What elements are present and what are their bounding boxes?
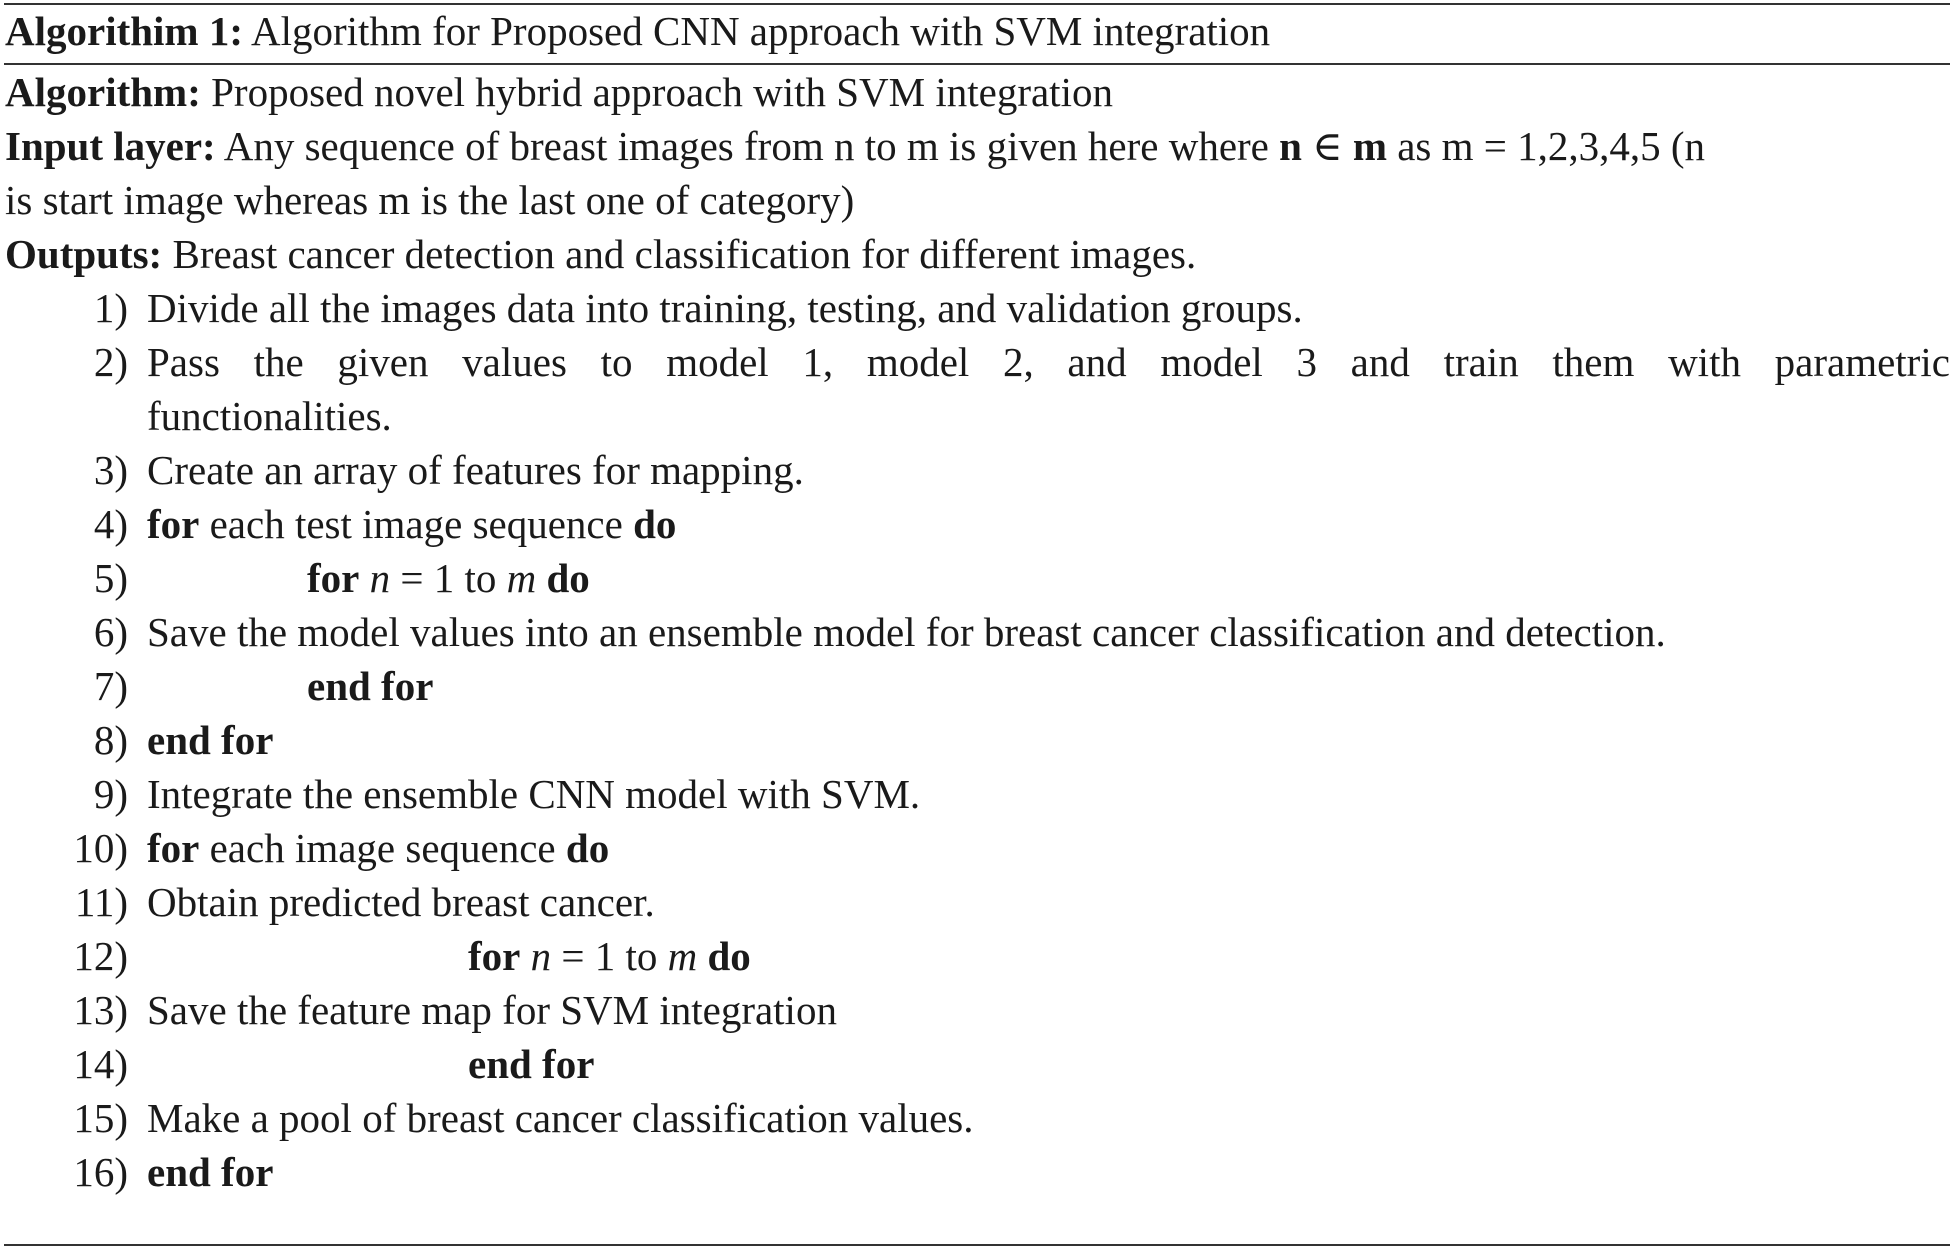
word: given bbox=[337, 339, 429, 385]
outputs-text: Breast cancer detection and classification for different images. bbox=[172, 231, 1197, 277]
keyword-end-for: end for bbox=[307, 663, 434, 709]
word: model bbox=[1160, 339, 1263, 385]
step-number: 8) bbox=[93, 717, 128, 763]
step-text: Save the feature map for SVM integration bbox=[147, 987, 837, 1033]
step-text: Divide all the images data into training, testing, and validation groups. bbox=[147, 285, 1303, 331]
step-text bbox=[307, 551, 590, 605]
input-text-a: Any sequence of breast images from n to m is given here where bbox=[223, 123, 1269, 169]
algorithm-text: Proposed novel hybrid approach with SVM integration bbox=[211, 69, 1113, 115]
step-number: 6) bbox=[93, 609, 128, 655]
keyword-end-for: end for bbox=[147, 717, 274, 763]
word: the bbox=[253, 339, 304, 385]
input-text-b: as m = 1,2,3,4,5 (n bbox=[1397, 123, 1706, 169]
word: and bbox=[1067, 339, 1127, 385]
keyword-do: do bbox=[707, 933, 751, 979]
step-number: 12) bbox=[73, 933, 128, 979]
step-text bbox=[468, 929, 751, 983]
word: train bbox=[1443, 339, 1519, 385]
step-number: 13) bbox=[73, 987, 128, 1033]
keyword-do: do bbox=[546, 555, 590, 601]
step-number: 10) bbox=[73, 825, 128, 871]
input-line bbox=[5, 119, 1705, 173]
keyword-do: do bbox=[633, 501, 677, 547]
word: and bbox=[1350, 339, 1410, 385]
variable-m: m bbox=[506, 555, 537, 601]
loop-text: each test image sequence bbox=[209, 501, 623, 547]
step-number: 15) bbox=[73, 1095, 128, 1141]
step-number: 2) bbox=[93, 339, 128, 385]
algorithm-label: Algorithm: bbox=[5, 69, 201, 115]
input-n: n bbox=[1279, 123, 1302, 169]
word: parametric bbox=[1774, 339, 1950, 385]
caption-label: Algorithim 1: bbox=[5, 8, 243, 54]
algorithm-line bbox=[5, 65, 1113, 119]
step-number: 1) bbox=[93, 285, 128, 331]
step-number: 7) bbox=[93, 663, 128, 709]
bottom-rule bbox=[4, 1244, 1950, 1246]
keyword-do: do bbox=[565, 825, 610, 871]
step-text-justified bbox=[147, 335, 1950, 389]
algorithm-caption bbox=[5, 4, 1270, 58]
outputs-label: Outputs: bbox=[5, 231, 163, 277]
step-text: Obtain predicted breast cancer. bbox=[147, 879, 655, 925]
word: values bbox=[462, 339, 567, 385]
word: with bbox=[1668, 339, 1741, 385]
loop-text: each image sequence bbox=[209, 825, 556, 871]
step-text: Make a pool of breast cancer classification values. bbox=[147, 1095, 974, 1141]
step-text: Integrate the ensemble CNN model with SVM. bbox=[147, 771, 921, 817]
loop-range: = 1 to bbox=[561, 933, 658, 979]
input-line-continued bbox=[5, 173, 854, 227]
keyword-end-for: end for bbox=[468, 1041, 595, 1087]
variable-m: m bbox=[667, 933, 698, 979]
variable-n: n bbox=[530, 933, 552, 979]
input-m: m bbox=[1352, 123, 1387, 169]
word: 3 bbox=[1296, 339, 1317, 385]
keyword-for: for bbox=[147, 825, 200, 871]
word: 2, bbox=[1002, 339, 1034, 385]
input-text-c: is start image whereas m is the last one of category) bbox=[5, 177, 855, 223]
word: them bbox=[1552, 339, 1635, 385]
caption-title: Algorithm for Proposed CNN approach with SVM integration bbox=[251, 8, 1271, 54]
step-text: Save the model values into an ensemble model for breast cancer classification and detection. bbox=[147, 609, 1666, 655]
step-text: Create an array of features for mapping. bbox=[147, 447, 804, 493]
keyword-for: for bbox=[147, 501, 200, 547]
step-number: 16) bbox=[73, 1149, 128, 1195]
outputs-line bbox=[5, 227, 1196, 281]
word: model bbox=[866, 339, 970, 385]
word: Pass bbox=[147, 339, 220, 385]
word: model bbox=[666, 339, 769, 385]
step-number: 9) bbox=[93, 771, 128, 817]
variable-n: n bbox=[369, 555, 391, 601]
step-text bbox=[147, 497, 676, 551]
word: 1, bbox=[802, 339, 834, 385]
step-text: functionalities. bbox=[147, 393, 392, 439]
step-number: 5) bbox=[93, 555, 128, 601]
keyword-for: for bbox=[307, 555, 360, 601]
loop-range: = 1 to bbox=[400, 555, 497, 601]
keyword-for: for bbox=[468, 933, 521, 979]
step-number: 11) bbox=[74, 879, 128, 925]
step-number: 14) bbox=[73, 1041, 128, 1087]
step-text bbox=[147, 821, 609, 875]
step-number: 4) bbox=[93, 501, 128, 547]
word: to bbox=[600, 339, 633, 385]
input-label: Input layer: bbox=[5, 123, 216, 169]
step-number: 3) bbox=[93, 447, 128, 493]
input-element-of: ∈ bbox=[1312, 123, 1343, 169]
keyword-end-for: end for bbox=[147, 1149, 274, 1195]
